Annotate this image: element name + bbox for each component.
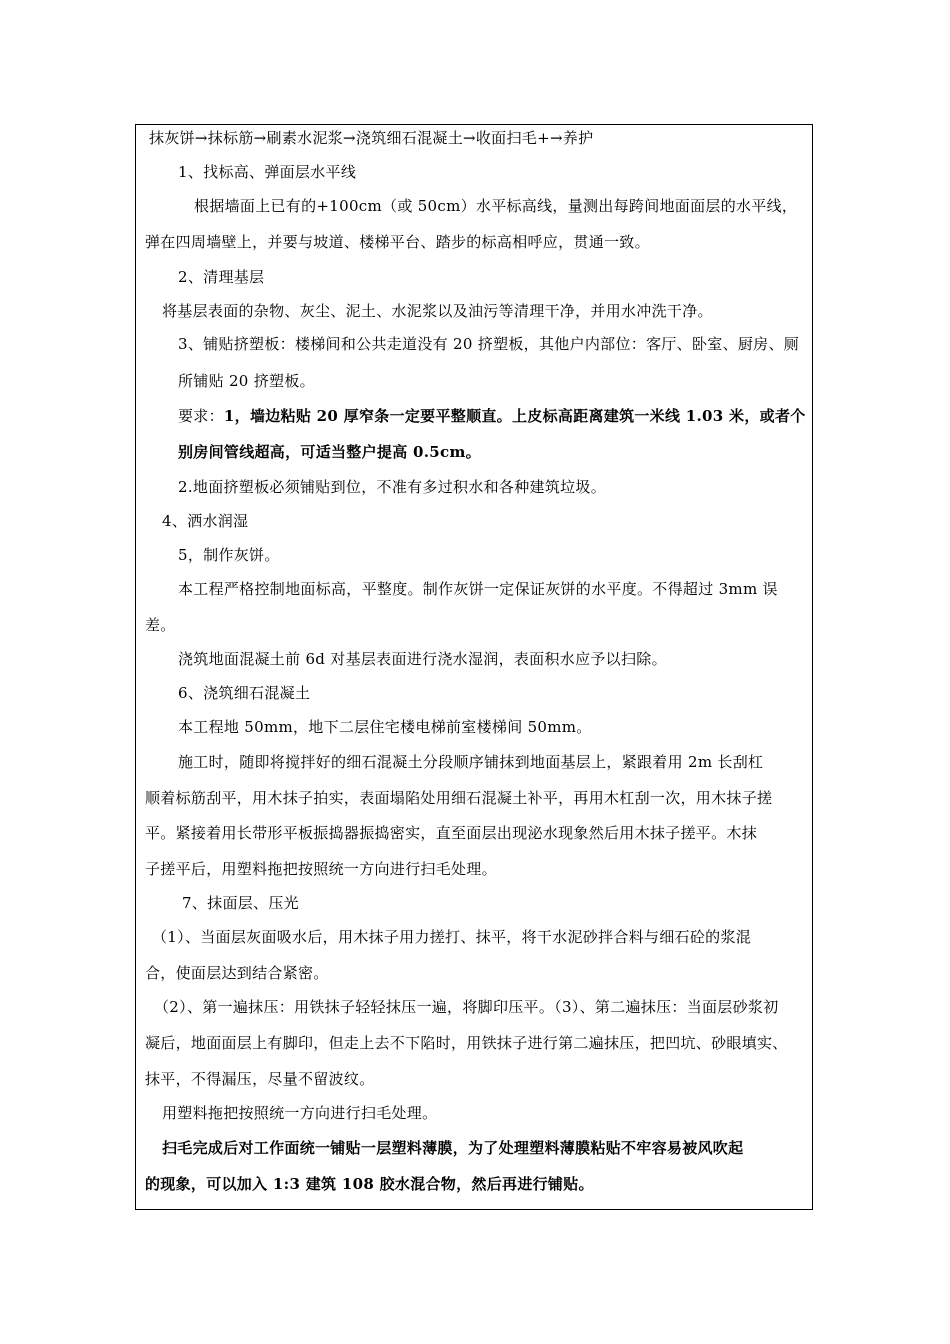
section-heading: 6、浇筑细石混凝土 xyxy=(178,684,311,702)
text-line: 2.地面挤塑板必须铺贴到位，不准有多过积水和各种建筑垃圾。 xyxy=(178,478,607,496)
text-line: 施工时，随即将搅拌好的细石混凝土分段顺序铺抹到地面基层上，紧跟着用 2m 长刮杠 xyxy=(178,753,764,771)
section-heading: 2、清理基层 xyxy=(178,268,265,286)
section-heading: 1、找标高、弹面层水平线 xyxy=(178,163,357,181)
text-line: 凝后，地面面层上有脚印，但走上去不下陷时，用铁抹子进行第二遍抹压，把凹坑、砂眼填实、 xyxy=(145,1034,788,1052)
text-line: 顺着标筋刮平，用木抹子拍实，表面塌陷处用细石混凝土补平，再用木杠刮一次，用木抹子搓 xyxy=(145,789,773,807)
text-line: （2）、第一遍抹压：用铁抹子轻轻抹压一遍，将脚印压平。（3）、第二遍抹压：当面层砂浆初 xyxy=(154,998,779,1016)
text-line: （1）、当面层灰面吸水后，用木抹子用力搓打、抹平，将干水泥砂拌合料与细石砼的浆混 xyxy=(152,928,752,946)
text-line: 将基层表面的杂物、灰尘、泥土、水泥浆以及油污等清理干净，并用水冲洗干净。 xyxy=(162,302,713,320)
bold-text-line: 扫毛完成后对工作面统一铺贴一层塑料薄膜，为了处理塑料薄膜粘贴不牢容易被风吹起 xyxy=(162,1139,744,1157)
text-line: 浇筑地面混凝土前 6d 对基层表面进行浇水湿润，表面积水应予以扫除。 xyxy=(178,650,667,668)
text-line: 根据墙面上已有的+100cm（或 50cm）水平标高线，量测出每跨间地面面层的水平线， xyxy=(194,197,798,215)
text-line: 抹灰饼→抹标筋→刷素水泥浆→浇筑细石混凝土→收面扫毛+→养护 xyxy=(149,129,594,147)
section-heading: 5，制作灰饼。 xyxy=(178,546,280,564)
document-frame xyxy=(135,124,813,1210)
text-line: 抹平，不得漏压，尽量不留波纹。 xyxy=(145,1070,375,1088)
bold-text-line: 别房间管线超高，可适当整户提高 0.5cm。 xyxy=(178,443,481,461)
text-line: 要求：1，墙边粘贴 20 厚窄条一定要平整顺直。上皮标高距离建筑一米线 1.03 米，或者个 xyxy=(178,407,806,425)
text-line: 本工程严格控制地面标高，平整度。制作灰饼一定保证灰饼的水平度。不得超过 3mm 误 xyxy=(178,580,778,598)
bold-text-line: 的现象，可以加入 1:3 建筑 108 胶水混合物，然后再进行铺贴。 xyxy=(145,1175,594,1193)
text-line: 合，使面层达到结合紧密。 xyxy=(145,964,329,982)
text-line: 所铺贴 20 挤塑板。 xyxy=(178,372,315,390)
text-line: 平。紧接着用长带形平板振捣器振捣密实，直至面层出现泌水现象然后用木抹子搓平。木抹 xyxy=(145,824,758,842)
section-heading: 3、铺贴挤塑板：楼梯间和公共走道没有 20 挤塑板，其他户内部位：客厅、卧室、厨房、厕 xyxy=(178,335,800,353)
text-line: 差。 xyxy=(145,616,176,634)
text-line: 子搓平后，用塑料拖把按照统一方向进行扫毛处理。 xyxy=(145,860,497,878)
text-line: 本工程地 50mm，地下二层住宅楼电梯前室楼梯间 50mm。 xyxy=(178,718,592,736)
text-line: 用塑料拖把按照统一方向进行扫毛处理。 xyxy=(162,1104,438,1122)
section-heading: 4、洒水润湿 xyxy=(162,512,249,530)
section-heading: 7、抹面层、压光 xyxy=(182,894,299,912)
text-line: 弹在四周墙壁上，并要与坡道、楼梯平台、踏步的标高相呼应，贯通一致。 xyxy=(145,233,650,251)
